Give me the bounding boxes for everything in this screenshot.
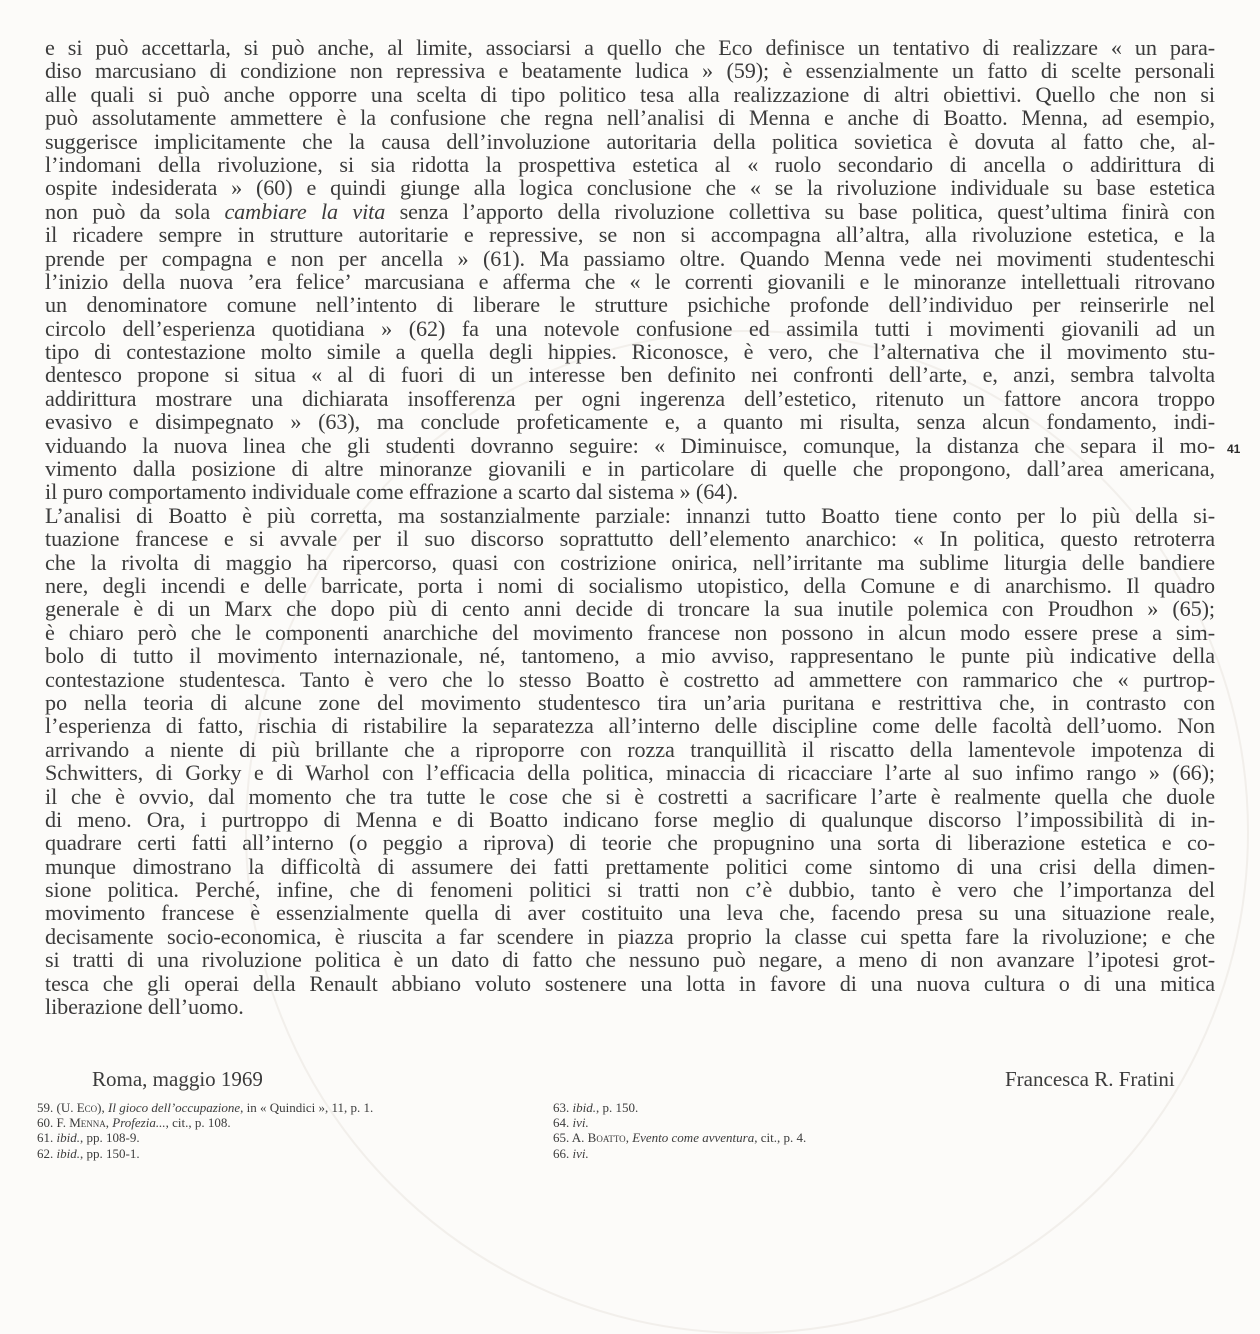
text-run: addirittura mostrare una dichiarata insofferenza per ogni ingerenza dell’estetico, ritenuto un fattore ancora troppo — [45, 385, 1215, 411]
text-run: decisamente socio-economica, è riuscita a far scendere in piazza proprio la classe cui spetta fare la rivoluzione; e che — [45, 923, 1215, 949]
text-run: senza l’apporto della rivoluzione collettiva su base politica, quest’ultima finirà con — [385, 198, 1215, 224]
footnote — [553, 1100, 806, 1115]
text-run: è chiaro però che le componenti anarchiche del movimento francese non possono in alcun modo essere prese a sim- — [45, 619, 1215, 645]
footnote — [553, 1130, 806, 1145]
text-line — [45, 597, 1215, 620]
text-run: munque dimostrano la difficoltà di assumere dei fatti prettamente politici come sintomo di una crisi della dimen- — [45, 853, 1215, 879]
footnote-run: , cit., p. 4. — [754, 1130, 807, 1146]
footnote-run: 59. (U. — [37, 1100, 77, 1115]
text-line — [45, 340, 1215, 363]
text-line — [45, 948, 1215, 971]
footnote-run: ivi. — [572, 1115, 589, 1131]
text-line — [45, 925, 1215, 948]
footnotes-right — [553, 1100, 806, 1161]
text-line — [45, 200, 1215, 223]
place-date: Roma, maggio 1969 — [92, 1067, 263, 1091]
footnote — [37, 1146, 373, 1161]
text-run: non può da sola — [45, 198, 225, 224]
footnote-run: Profezia... — [112, 1115, 166, 1131]
text-line — [45, 223, 1215, 246]
text-run: suggerisce implicitamente che la causa dell’involuzione autoritaria della politica sovietica è dovuta al fatto che, al- — [45, 128, 1215, 154]
text-run: può assolutamente ammettere è la confusione che regna nell’analisi di Menna e anche di Boatto. Menna, ad esempio, — [45, 105, 1215, 131]
text-run: l’indomani della rivoluzione, si sia ridotta la prospettiva estetica al « ruolo secondario di ancella o addirittura di — [45, 151, 1215, 177]
footnote-run: 66. — [553, 1145, 573, 1161]
footnote-run: ibid. — [56, 1130, 80, 1146]
footnote-run: ibid. — [56, 1145, 80, 1161]
footnote-run: Eco — [76, 1100, 98, 1115]
text-run: movimento francese è essenzialmente quella di aver costituito una leva che, facendo presa su una situazione reale, — [45, 900, 1215, 926]
text-line — [45, 106, 1215, 129]
footnote — [553, 1146, 806, 1161]
footnote-run: 63. — [553, 1100, 573, 1115]
main-text-block — [45, 36, 1215, 1018]
footnote-run: ivi. — [572, 1145, 589, 1161]
text-line — [45, 387, 1215, 410]
text-run: arrivando a niente di più brillante che a riproporre con rozza tranquillità il riscatto della lamentevole impotenza di — [45, 736, 1215, 762]
text-line — [45, 878, 1215, 901]
footnote-run: , p. 150. — [595, 1100, 639, 1115]
footnote-run: , — [105, 1115, 113, 1131]
text-run: si tratti di una rivoluzione politica è un dato di fatto che nessuno può negare, a meno di non avanzare l’ipotesi grot- — [45, 947, 1215, 973]
footnote-run: , pp. 108-9. — [79, 1130, 140, 1146]
text-run: Schwitters, di Gorky e di Warhol con l’efficacia della politica, minaccia di ricacciare l’arte al suo infimo rango » (66); — [45, 760, 1215, 786]
text-line — [45, 808, 1215, 831]
text-run: il che è ovvio, dal momento che tra tutte le cose che si è costretti a sacrificare l’arte è realmente quella che duole — [45, 783, 1215, 809]
text-line — [45, 621, 1215, 644]
text-line — [45, 785, 1215, 808]
text-line — [45, 855, 1215, 878]
footnote — [37, 1130, 373, 1145]
author-signature: Francesca R. Fratini — [1005, 1067, 1175, 1091]
text-run: viduando la nuova linea che gli studenti dovranno seguire: « Diminuisce, comunque, la distanza che separa il mo- — [45, 432, 1215, 458]
text-line — [45, 504, 1215, 527]
footnote-run: Evento come avventura — [632, 1130, 755, 1146]
text-line — [45, 691, 1215, 714]
text-line — [45, 83, 1215, 106]
text-line — [45, 410, 1215, 433]
text-run: contestazione studentesca. Tanto è vero che lo stesso Boatto è costretto ad ammettere con rammarico che « purtrop- — [45, 666, 1215, 692]
text-run: il ricadere sempre in strutture autoritarie e repressive, se non si accompagna all’altra, alla rivoluzione estetica, e la — [45, 222, 1215, 248]
text-line — [45, 270, 1215, 293]
text-line — [45, 176, 1215, 199]
footnote-run: ibid. — [572, 1100, 596, 1115]
text-run: generale è di un Marx che dopo più di cento anni decide di troncare la sua inutile polemica con Proudhon » (65); — [45, 596, 1215, 622]
text-line — [45, 574, 1215, 597]
text-run: vimento dalla posizione di altre minoranze giovanili e in particolare di quelle che propongono, dall’area americana, — [45, 456, 1215, 482]
text-line — [45, 901, 1215, 924]
text-line — [45, 995, 1215, 1018]
footnotes-left — [37, 1100, 373, 1161]
footnote — [37, 1115, 373, 1130]
text-line — [45, 130, 1215, 153]
text-run: nere, degli incendi e delle barricate, porta i nomi di socialismo utopistico, della Comune e di anarchismo. Il quadro — [45, 572, 1215, 598]
footnote-run: Boatto — [587, 1130, 626, 1146]
text-run: il puro comportamento individuale come effrazione a scarto dal sistema » (64). — [45, 479, 738, 505]
text-run: diso marcusiano di condizione non repressiva e beatamente ludica » (59); è essenzialmente un fatto di scelte personali — [45, 58, 1215, 84]
text-run: quadrare certi fatti all’interno (o peggio a riprova) di teorie che propugnino una sorta di liberazione estetica e co- — [45, 830, 1215, 856]
text-run: liberazione dell’uomo. — [45, 994, 244, 1020]
footnote-run: , — [625, 1130, 633, 1146]
text-run: l’inizio della nuova ’era felice’ marcusiana e afferma che « le correnti giovanili e le minoranze intellettuali ritrovano — [45, 268, 1215, 294]
text-line — [45, 714, 1215, 737]
footnote-run: , cit., p. 108. — [165, 1115, 231, 1131]
footnote-run: 65. A. — [553, 1130, 588, 1146]
text-run: tesca che gli operai della Renault abbiano voluto sostenere una lotta in favore di una nuova cultura o di una mitica — [45, 970, 1215, 996]
text-run: di meno. Ora, i purtroppo di Menna e di Boatto indicano forse meglio di qualunque discorso l’impossibilità di in- — [45, 806, 1215, 832]
text-line — [45, 972, 1215, 995]
text-line — [45, 527, 1215, 550]
text-run: un denominatore comune nell’intento di liberare le strutture psichiche profonde dell’individuo per reinserirle nel — [45, 292, 1215, 318]
text-run: bolo di tutto il movimento internazionale, né, tantomeno, a mio avviso, rappresentano le punte più indicative della — [45, 643, 1215, 669]
footnote-run: Menna — [69, 1115, 106, 1131]
text-line — [45, 36, 1215, 59]
footnote-run: , pp. 150-1. — [79, 1145, 140, 1161]
text-line — [45, 363, 1215, 386]
text-line — [45, 761, 1215, 784]
page-number: 41 — [1227, 442, 1241, 456]
text-run: alle quali si può anche opporre una scelta di tipo politico tesa alla realizzazione di altri obiettivi. Quello che non si — [45, 81, 1215, 107]
text-run: e si può accettarla, si può anche, al limite, associarsi a quello che Eco definisce un tentativo di realizzare « un para- — [45, 35, 1215, 60]
text-run: evasivo e disimpegnato » (63), ma conclude profeticamente e, a quanto mi risulta, senza alcun fondamento, indi- — [45, 409, 1215, 435]
text-line — [45, 293, 1215, 316]
text-line — [45, 247, 1215, 270]
text-line — [45, 153, 1215, 176]
italic-title: cambiare la vita — [224, 198, 386, 224]
text-line — [45, 831, 1215, 854]
footnote-run: , in « Quindici », 11, p. 1. — [240, 1100, 374, 1115]
text-line — [45, 668, 1215, 691]
text-line — [45, 551, 1215, 574]
text-line — [45, 644, 1215, 667]
text-line — [45, 434, 1215, 457]
text-run: circolo dell’esperienza quotidiana » (62) fa una notevole confusione ed assimila tutti i movimenti giovanili ad un — [45, 315, 1215, 341]
footnote-run: 61. — [37, 1130, 57, 1146]
text-run: che la rivolta di maggio ha ripercorso, quasi con costrizione onirica, nell’irritante ma sublime liturgia delle bandiere — [45, 549, 1215, 575]
text-run: po nella teoria di alcune zone del movimento studentesco tira un’aria puritana e restrittiva che, in contrasto con — [45, 689, 1215, 715]
footnote-run: 62. — [37, 1145, 57, 1161]
footnote-run: 60. F. — [37, 1115, 70, 1131]
text-run: sione politica. Perché, infine, che di fenomeni politici si tratti non c’è dubbio, tanto è vero che l’importanza del — [45, 877, 1215, 903]
text-run: dentesco propone si situa « al di fuori di un interesse ben definito nei confronti dell’arte, e, anzi, sembra talvolta — [45, 362, 1215, 388]
text-line — [45, 480, 1215, 503]
footnote-run: ), — [97, 1100, 109, 1115]
text-line — [45, 738, 1215, 761]
footnote-run: Il gioco dell’occupazione — [108, 1100, 241, 1115]
footnote — [553, 1115, 806, 1130]
footnote-run: 64. — [553, 1115, 573, 1131]
text-run: L’analisi di Boatto è più corretta, ma sostanzialmente parziale: innanzi tutto Boatto tiene conto per lo più della si- — [45, 502, 1215, 528]
text-line — [45, 59, 1215, 82]
footnote — [37, 1100, 373, 1115]
text-run: tipo di contestazione molto simile a quella degli hippies. Riconosce, è vero, che l’alternativa che il movimento stu- — [45, 339, 1215, 365]
text-run: ospite indesiderata » (60) e quindi giunge alla logica conclusione che « se la rivoluzione individuale su base estetica — [45, 175, 1215, 201]
text-line — [45, 317, 1215, 340]
text-run: prende per compagna e non per ancella » (61). Ma passiamo oltre. Quando Menna vede nei movimenti studenteschi — [45, 245, 1215, 271]
text-run: tuazione francese e si avvale per il suo discorso soprattutto dell’elemento anarchico: « In politica, questo retroterra — [45, 526, 1215, 552]
text-run: l’esperienza di fatto, rischia di ristabilire la separatezza all’interno delle discipline come delle facoltà dell’uomo. Non — [45, 713, 1215, 739]
text-line — [45, 457, 1215, 480]
